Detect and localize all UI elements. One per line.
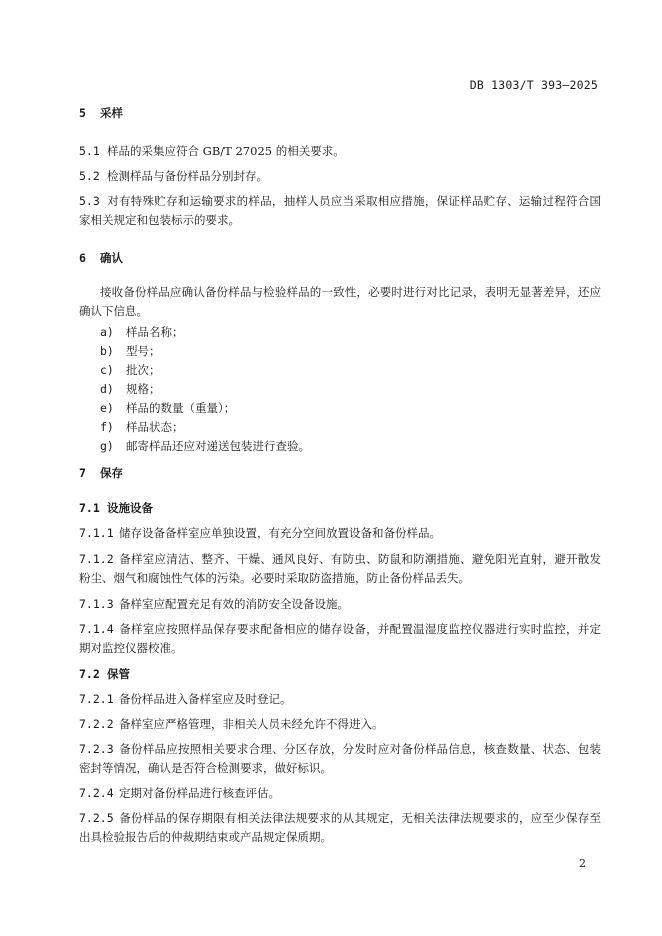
clause-7-1-3: 7.1.3 备样室应配置充足有效的消防安全设备设施。 [79, 597, 349, 611]
clause-7-2-2: 7.2.2 备样室应严格管理，非相关人员未经允许不得进入。 [79, 717, 384, 731]
clause-7-1-1: 7.1.1 储存设备备样室应单独设置，有充分空间放置设备和备份样品。 [79, 526, 441, 540]
list-item: g) 邮寄样品还应对递送包装进行查验。 [100, 439, 310, 453]
section-5-heading: 5 采样 [79, 106, 123, 120]
list-item: c) 批次； [100, 363, 161, 377]
list-item: b) 型号； [100, 344, 161, 358]
clause-7-1-4: 7.1.4 备样室应按照样品保存要求配备相应的储存设备，并配置温湿度监控仪器进行实时监控，并定期对监控仪器校准。 [79, 622, 601, 655]
standard-number: DB 1303/T 393—2025 [469, 78, 598, 92]
list-item: a) 样品名称； [100, 325, 184, 339]
list-item: f) 样品状态； [100, 420, 184, 434]
clause-5-3: 5.3 对有特殊贮存和运输要求的样品，抽样人员应当采取相应措施，保证样品贮存、运输过程符合国家相关规定和包装标示的要求。 [79, 194, 601, 227]
clause-5-2: 5.2 检测样品与备份样品分别封存。 [79, 169, 268, 183]
section-6-paragraph: 接收备份样品应确认备份样品与检验样品的一致性，必要时进行对比记录，表明无显著差异，还应确认下信息。 [79, 285, 601, 318]
confirmation-list [100, 323, 310, 456]
section-7-2-heading: 7.2 保管 [79, 667, 130, 681]
section-6-heading: 6 确认 [79, 251, 123, 265]
clause-5-1: 5.1 样品的采集应符合 GB/T 27025 的相关要求。 [79, 144, 345, 158]
page-number: 2 [579, 857, 586, 870]
clause-7-2-4: 7.2.4 定期对备份样品进行核查评估。 [79, 786, 280, 800]
list-item: e) 样品的数量（重量）； [100, 401, 236, 415]
clause-7-1-2: 7.1.2 备样室应清洁、整齐、干燥、通风良好、有防虫、防鼠和防潮措施、避免阳光直射，避开散发粉尘、烟气和腐蚀性气体的污染。必要时采取防盗措施，防止备份样品丢失。 [79, 552, 601, 585]
list-item: d) 规格； [100, 382, 161, 396]
section-7-1-heading: 7.1 设施设备 [79, 501, 153, 515]
clause-7-2-1: 7.2.1 备份样品进入备样室应及时登记。 [79, 692, 292, 706]
clause-7-2-3: 7.2.3 备份样品应按照相关要求合理、分区存放，分发时应对备份样品信息，核查数量、状态、包装密封等情况，确认是否符合检测要求，做好标识。 [79, 742, 601, 775]
clause-7-2-5: 7.2.5 备份样品的保存期限有相关法律法规要求的从其规定，无相关法律法规要求的，应至少保存至出具检验报告后的仲裁期结束或产品规定保质期。 [79, 811, 601, 844]
section-7-heading: 7 保存 [79, 466, 123, 480]
